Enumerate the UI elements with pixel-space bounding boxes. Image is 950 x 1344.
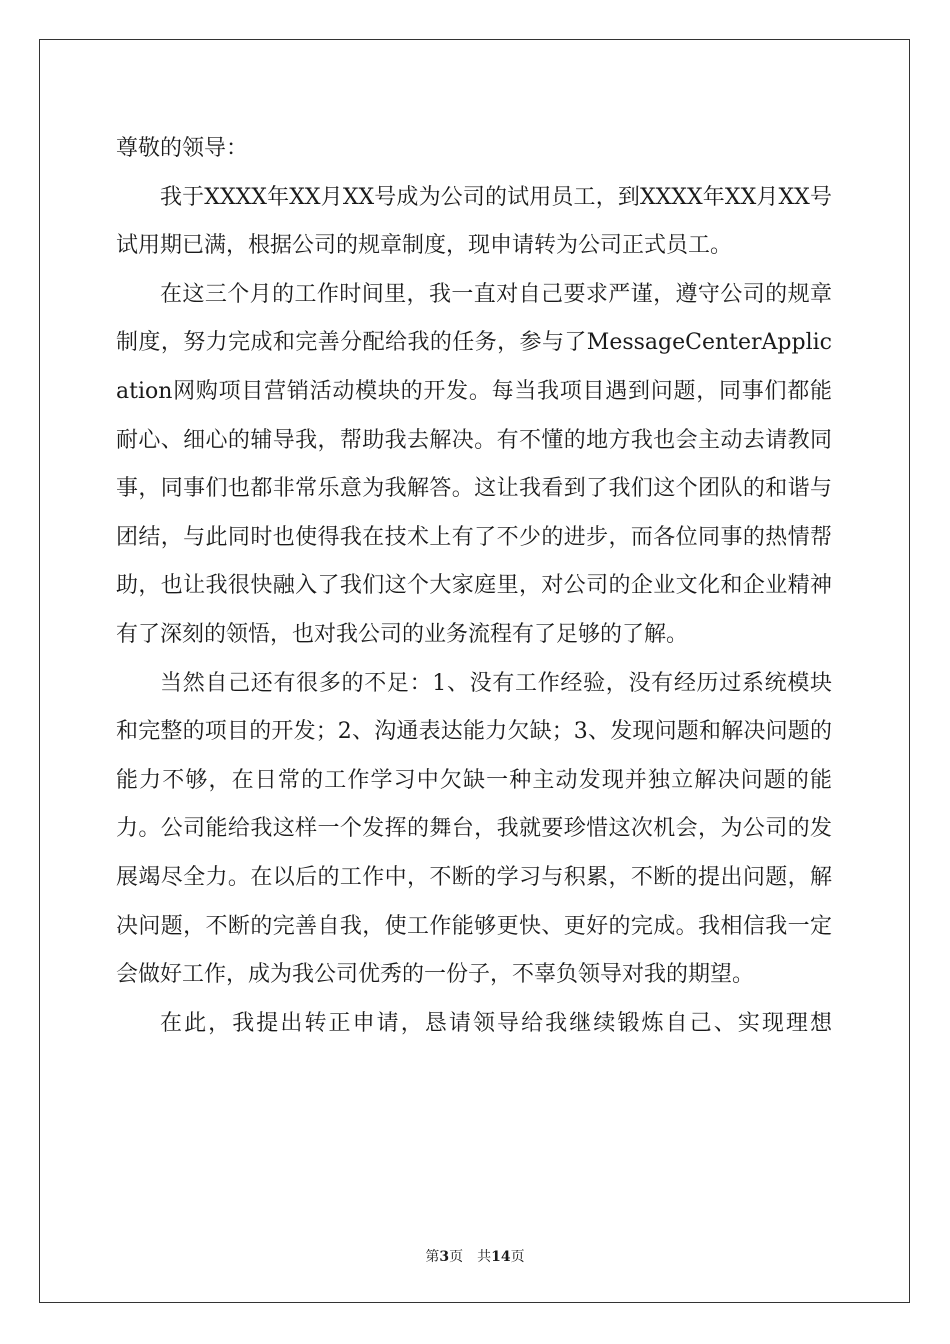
page-footer: [0, 1248, 950, 1266]
paragraph-shortcomings: 当然自己还有很多的不足：1、没有工作经验，没有经历过系统模块和完整的项目的开发；2、沟通表达能力欠缺；3、发现问题和解决问题的能力不够，在日常的工作学习中欠缺一种主动发现并独立解决问题的能力。公司能给我这样一个发挥的舞台，我就要珍惜这次机会，为公司的发展竭尽全力。在以后的工作中，不断的学习与积累，不断的提出问题，解决问题，不断的完善自我，使工作能够更快、更好的完成。我相信我一定会做好工作，成为我公司优秀的一份子，不辜负领导对我的期望。: [116, 670, 832, 988]
salutation: 尊敬的领导：: [116, 136, 249, 161]
paragraph-request: 在此，我提出转正申请，恳请领导给我继续锻炼自己、实现理想: [160, 1010, 832, 1036]
page-prefix: 第: [425, 1249, 440, 1265]
paragraph-probation: 我于XXXX年XX月XX号成为公司的试用员工，到XXXX年XX月XX号试用期已满，根据公司的规章制度，现申请转为公司正式员工。: [116, 184, 832, 259]
total-pages: 14: [491, 1249, 511, 1265]
page-number: 3: [439, 1249, 450, 1265]
total-suffix: 页: [510, 1249, 525, 1265]
document-body: [116, 125, 832, 1048]
paragraph-work-experience: 在这三个月的工作时间里，我一直对自己要求严谨，遵守公司的规章制度，努力完成和完善分配给我的任务，参与了MessageCenterApplication网购项目营销活动模块的开发。每当我项目遇到问题，同事们都能耐心、细心的辅导我，帮助我去解决。有不懂的地方我也会主动去请教同事，同事们也都非常乐意为我解答。这让我看到了我们这个团队的和谐与团结，与此同时也使得我在技术上有了不少的进步，而各位同事的热情帮助，也让我很快融入了我们这个大家庭里，对公司的企业文化和企业精神有了深刻的领悟，也对我公司的业务流程有了足够的了解。: [116, 281, 832, 647]
page-suffix: 页: [449, 1249, 464, 1265]
total-prefix: 共: [477, 1249, 492, 1265]
